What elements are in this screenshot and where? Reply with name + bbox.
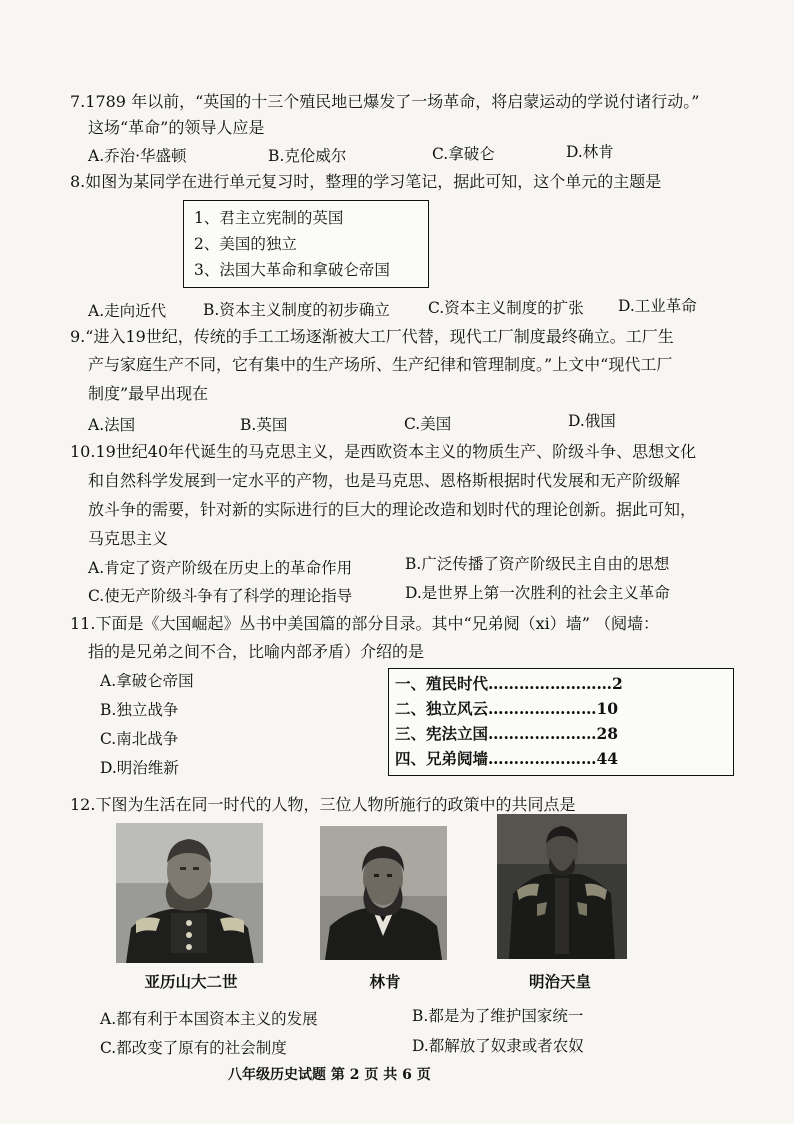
q9-stem-line2: 产与家庭生产不同，它有集中的生产场所、生产纪律和管理制度。”上文中“现代工厂 (88, 355, 673, 374)
q11-option-d: D.明治维新 (100, 759, 179, 777)
toc-leader-dots: ………………… (488, 699, 597, 718)
q7-option-d: D.林肯 (566, 143, 614, 161)
q8-note-3: 3、法国大革命和拿破仑帝国 (194, 261, 390, 279)
q8-option-d: D.工业革命 (618, 297, 697, 315)
q7-option-b: B.克伦威尔 (268, 147, 347, 165)
page-footer: 八年级历史试题 第 2 页 共 6 页 (228, 1067, 431, 1083)
q11-toc-box (388, 668, 734, 776)
q9-option-b: B.英国 (240, 416, 288, 434)
caption-alexander-ii: 亚历山大二世 (144, 972, 238, 991)
q12-option-c: C.都改变了原有的社会制度 (100, 1039, 287, 1057)
q10-stem-line4: 马克思主义 (88, 529, 169, 548)
q12-option-d: D.都解放了奴隶或者农奴 (412, 1037, 584, 1055)
q11-toc-item-4 (395, 748, 618, 770)
q9-stem-line1: 9.“进入19世纪，传统的手工工场逐渐被大工厂代替，现代工厂制度最终确立。工厂生 (70, 327, 674, 346)
q11-stem-line2: 指的是兄弟之间不合，比喻内部矛盾）介绍的是 (88, 642, 425, 661)
q9-option-c: C.美国 (404, 415, 452, 433)
toc-page: 2 (612, 674, 623, 693)
toc-title: 一、殖民时代 (395, 674, 489, 693)
q10-option-b: B.广泛传播了资产阶级民主自由的思想 (405, 555, 670, 573)
q7-option-a: A.乔治·华盛顿 (88, 147, 187, 165)
q10-stem-line2: 和自然科学发展到一定水平的产物，也是马克思、恩格斯根据时代发展和无产阶级解 (88, 471, 681, 490)
toc-leader-dots: ………………… (488, 749, 597, 768)
q8-notes-box (183, 200, 429, 288)
q10-option-d: D.是世界上第一次胜利的社会主义革命 (405, 584, 670, 602)
toc-title: 四、兄弟阋墙 (395, 749, 489, 768)
q7-stem-line2: 这场“革命”的领导人应是 (88, 118, 265, 137)
q12-stem-line1: 12.下图为生活在同一时代的人物，三位人物所施行的政策中的共同点是 (70, 795, 576, 814)
q11-option-c: C.南北战争 (100, 730, 179, 748)
q8-option-c: C.资本主义制度的扩张 (428, 299, 584, 317)
portrait-emperor-meiji (497, 814, 627, 959)
toc-leader-dots: ………………… (488, 724, 597, 743)
portrait-alexander-ii (116, 823, 263, 963)
toc-title: 三、宪法立国 (395, 724, 489, 743)
toc-page: 44 (596, 749, 619, 768)
q11-option-a: A.拿破仑帝国 (100, 672, 194, 690)
q11-toc-item-2 (395, 698, 618, 720)
caption-lincoln: 林肯 (369, 972, 401, 991)
caption-emperor-meiji: 明治天皇 (528, 972, 591, 991)
q9-option-a: A.法国 (88, 416, 136, 434)
q9-option-d: D.俄国 (568, 412, 616, 430)
toc-title: 二、独立风云 (395, 699, 489, 718)
q10-option-c: C.使无产阶级斗争有了科学的理论指导 (88, 587, 353, 605)
q12-option-b: B.都是为了维护国家统一 (412, 1007, 584, 1025)
portrait-lincoln (320, 826, 447, 960)
q10-stem-line3: 放斗争的需要，针对新的实际进行的巨大的理论改造和划时代的理论创新。据此可知， (88, 500, 697, 519)
q12-option-a: A.都有利于本国资本主义的发展 (100, 1010, 318, 1028)
q8-option-b: B.资本主义制度的初步确立 (203, 301, 390, 319)
q11-option-b: B.独立战争 (100, 701, 179, 719)
toc-page: 28 (596, 724, 619, 743)
q10-option-a: A.肯定了资产阶级在历史上的革命作用 (88, 559, 353, 577)
q8-note-2: 2、美国的独立 (194, 235, 297, 253)
portrait-alexander-ii-image (116, 823, 263, 963)
q7-stem-line1: 7.1789 年以前，“英国的十三个殖民地已爆发了一场革命，将启蒙运动的学说付诸行动。” (70, 92, 700, 111)
q11-toc-item-3 (395, 723, 618, 745)
portrait-emperor-meiji-image (497, 814, 627, 959)
q8-note-1: 1、君主立宪制的英国 (194, 209, 344, 227)
q11-stem-line1: 11.下面是《大国崛起》丛书中美国篇的部分目录。其中“兄弟阋（xi）墙” （阋墙： (70, 614, 660, 633)
q11-toc-item-1 (395, 673, 623, 695)
q8-stem-line1: 8.如图为某同学在进行单元复习时，整理的学习笔记，据此可知，这个单元的主题是 (70, 172, 662, 191)
toc-leader-dots: …………………… (488, 674, 613, 693)
q8-option-a: A.走向近代 (88, 302, 167, 320)
q7-option-c: C.拿破仑 (432, 145, 495, 163)
portrait-lincoln-image (320, 826, 447, 960)
q10-stem-line1: 10.19世纪40年代诞生的马克思主义，是西欧资本主义的物质生产、阶级斗争、思想文化 (70, 442, 697, 461)
q9-stem-line3: 制度”最早出现在 (88, 384, 209, 403)
toc-page: 10 (596, 699, 619, 718)
